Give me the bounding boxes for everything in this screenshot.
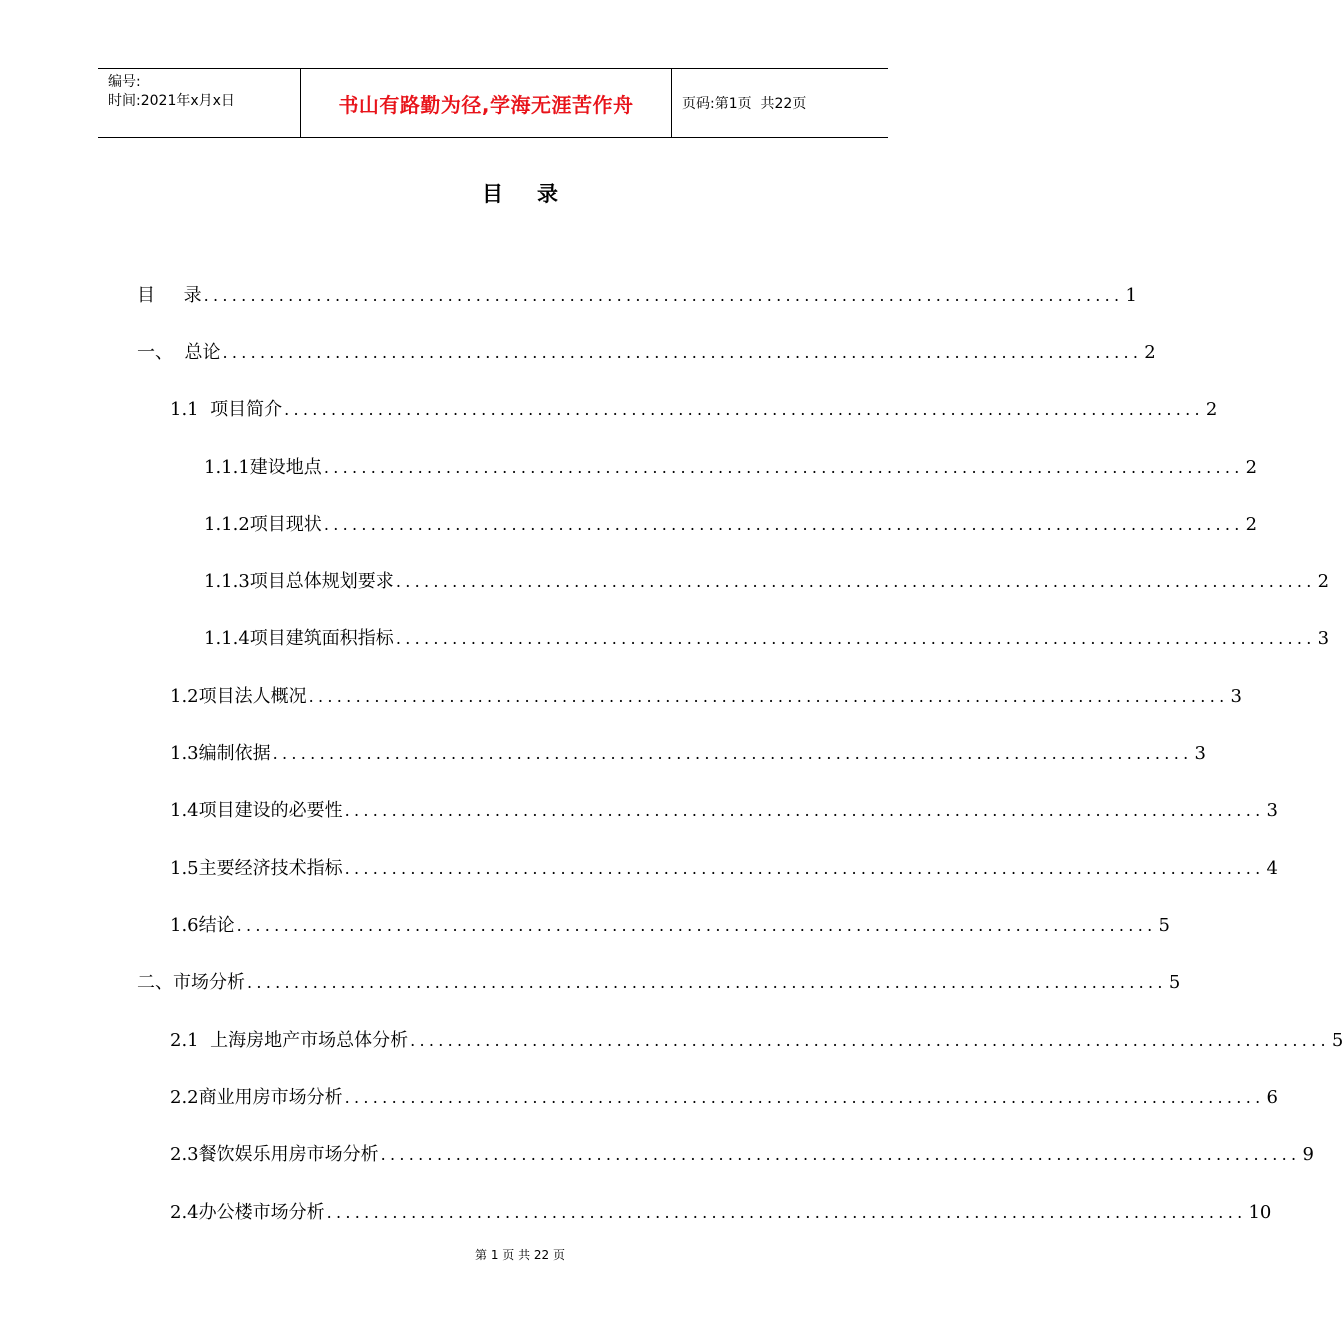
toc-entry[interactable] xyxy=(170,851,1278,881)
toc-leader: .................................................................................................. xyxy=(247,973,1167,992)
toc-entry-page: 1 xyxy=(1125,285,1137,306)
header-motto: 书山有路勤为径,学海无涯苦作舟 xyxy=(300,69,672,137)
footer-page-number: 第 1 页 共 22 页 xyxy=(475,1248,565,1262)
toc-leader: .................................................................................................. xyxy=(308,687,1229,706)
toc-entry[interactable] xyxy=(137,335,1156,365)
toc-entry[interactable] xyxy=(170,1080,1278,1110)
document-time-label: 时间:2021年x月x日 xyxy=(108,93,235,109)
toc-leader: .................................................................................................. xyxy=(323,458,1244,477)
toc-entry[interactable] xyxy=(204,450,1258,480)
toc-leader: .................................................................................................. xyxy=(323,515,1244,534)
toc-leader: .................................................................................................. xyxy=(326,1203,1247,1222)
toc-entry-page: 3 xyxy=(1194,743,1206,764)
toc-entry-page: 3 xyxy=(1230,686,1242,707)
toc-entry-label: 1.1.4项目建筑面积指标 xyxy=(204,628,394,649)
toc-entry-label: 一、 总论 xyxy=(137,342,221,363)
toc-entry-label: 1.3编制依据 xyxy=(170,743,271,764)
toc-entry[interactable] xyxy=(204,564,1330,594)
toc-entry-label: 目 录 xyxy=(137,285,202,306)
toc-entry-page: 2 xyxy=(1245,514,1258,535)
toc-entry[interactable] xyxy=(204,507,1258,537)
page-title-part1: 目 xyxy=(482,182,503,206)
toc-entry-page: 5 xyxy=(1331,1030,1343,1051)
page-title-part2: 录 xyxy=(537,182,558,206)
toc-entry-page: 3 xyxy=(1317,628,1330,649)
toc-entry-page: 4 xyxy=(1266,858,1278,879)
toc-entry-page: 2 xyxy=(1205,399,1218,420)
toc-entry[interactable] xyxy=(170,1195,1272,1225)
page-footer xyxy=(0,1246,1040,1263)
toc-entry[interactable] xyxy=(170,908,1170,938)
toc-entry-page: 3 xyxy=(1266,800,1278,821)
toc-entry-page: 9 xyxy=(1302,1144,1314,1165)
toc-entry[interactable] xyxy=(170,736,1206,766)
toc-entry-label: 1.1.2项目现状 xyxy=(204,514,322,535)
toc-entry-label: 1.1.3项目总体规划要求 xyxy=(204,571,394,592)
toc-leader: .................................................................................................. xyxy=(410,1031,1330,1050)
toc-entry[interactable] xyxy=(137,965,1181,995)
toc-entry[interactable] xyxy=(170,793,1278,823)
toc-entry[interactable] xyxy=(204,621,1330,651)
toc-entry-page: 5 xyxy=(1168,972,1181,993)
toc-leader: .................................................................................................. xyxy=(344,801,1265,820)
toc-entry-label: 2.4办公楼市场分析 xyxy=(170,1202,325,1223)
document-number-label: 编号: xyxy=(108,74,141,90)
header-page-info-text: 页码:第1页 共22页 xyxy=(682,96,807,112)
toc-entry-label: 1.4项目建设的必要性 xyxy=(170,800,343,821)
toc-entry-label: 1.5主要经济技术指标 xyxy=(170,858,343,879)
toc-entry-page: 2 xyxy=(1317,571,1330,592)
toc-entry[interactable] xyxy=(170,392,1218,422)
toc-entry-label: 1.2项目法人概况 xyxy=(170,686,307,707)
toc-entry-label: 二、市场分析 xyxy=(137,972,245,993)
toc-leader: .................................................................................................. xyxy=(203,286,1124,305)
toc-entry-page: 10 xyxy=(1248,1202,1272,1223)
toc-entry-page: 2 xyxy=(1144,342,1156,363)
toc-leader: .................................................................................................. xyxy=(395,629,1316,648)
toc-leader: .................................................................................................. xyxy=(236,916,1157,935)
toc-entry-label: 2.2商业用房市场分析 xyxy=(170,1087,343,1108)
toc-entry[interactable] xyxy=(170,679,1242,709)
toc-leader: .................................................................................................. xyxy=(272,744,1193,763)
toc-entry-label: 1.1 项目简介 xyxy=(170,399,283,420)
toc-entry-page: 2 xyxy=(1245,457,1258,478)
toc-entry-label: 2.1 上海房地产市场总体分析 xyxy=(170,1030,409,1051)
toc-entry[interactable] xyxy=(170,1023,1343,1053)
toc-entry[interactable] xyxy=(137,278,1137,308)
toc-entry-page: 6 xyxy=(1266,1087,1278,1108)
toc-leader: .................................................................................................. xyxy=(284,400,1204,419)
toc-entry-label: 2.3餐饮娱乐用房市场分析 xyxy=(170,1144,379,1165)
toc-leader: .................................................................................................. xyxy=(395,572,1316,591)
toc-entry-page: 5 xyxy=(1158,915,1170,936)
toc-leader: .................................................................................................. xyxy=(344,1088,1265,1107)
toc-entry-label: 1.6结论 xyxy=(170,915,235,936)
toc-leader: .................................................................................................. xyxy=(222,343,1143,362)
toc-leader: .................................................................................................. xyxy=(344,859,1265,878)
toc-entry-label: 1.1.1建设地点 xyxy=(204,457,322,478)
toc-entry[interactable] xyxy=(170,1137,1314,1167)
toc-leader: .................................................................................................. xyxy=(380,1145,1301,1164)
